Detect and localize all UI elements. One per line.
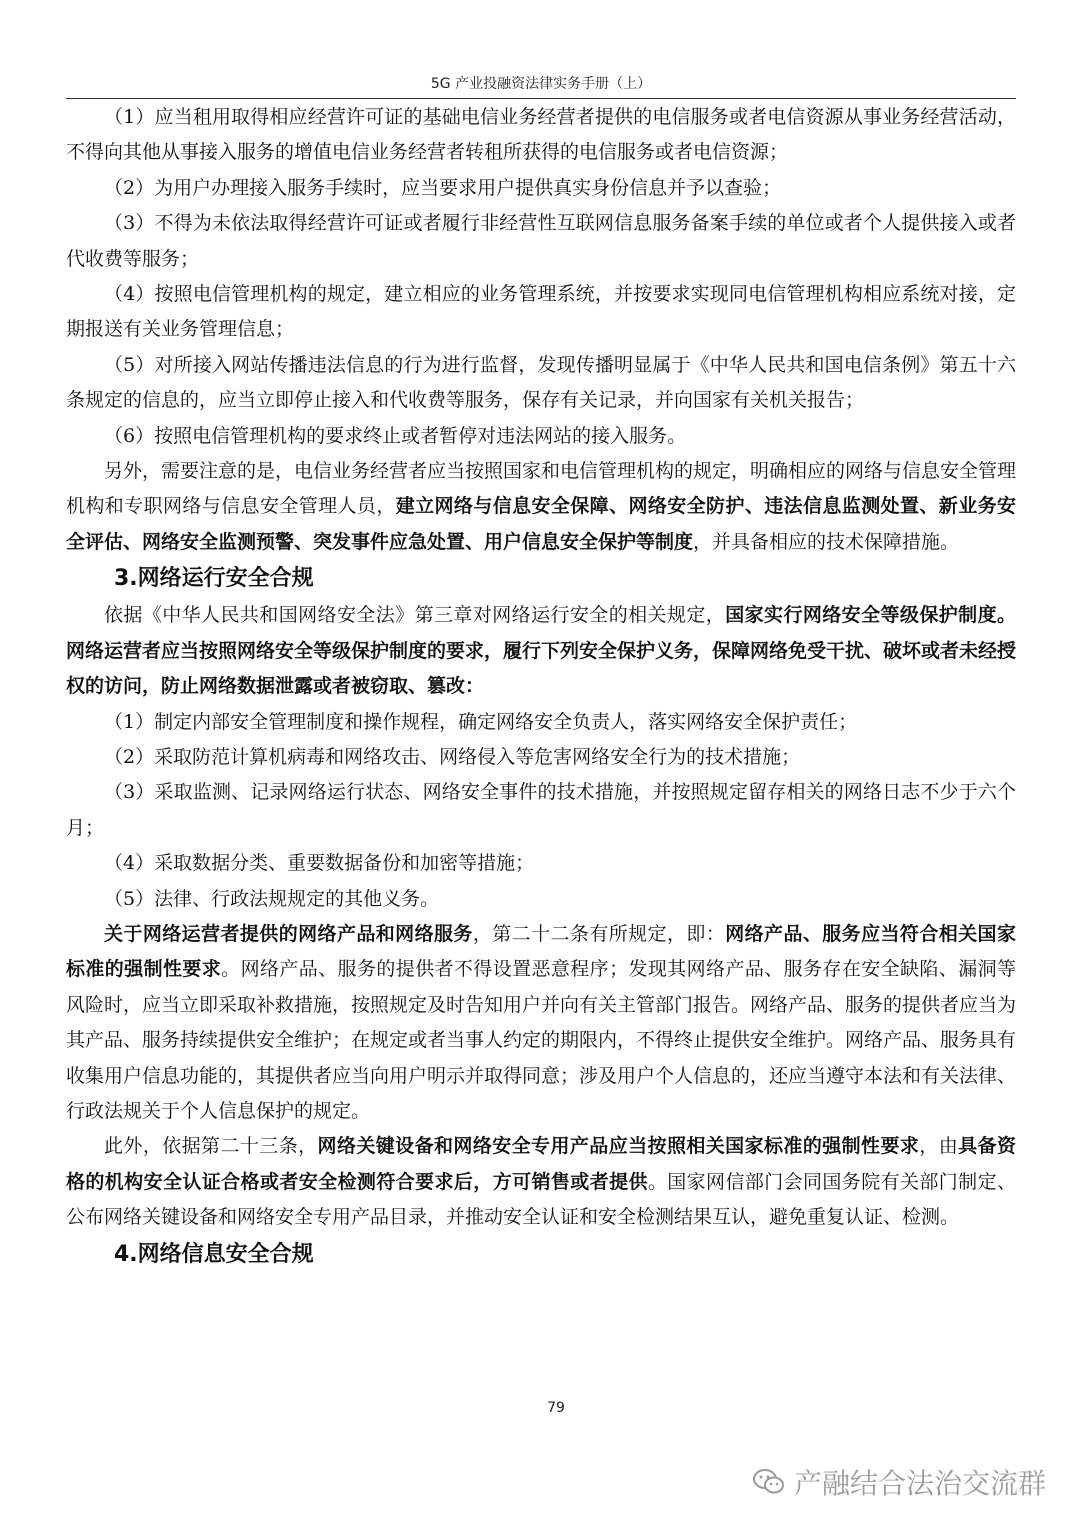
body-paragraph [66, 454, 1016, 560]
text-run: （1）应当租用取得相应经营许可证的基础电信业务经营者提供的电信服务或者电信资源从事业务经营活动，不得向其他从事接入服务的增值电信业务经营者转租所获得的电信服务或者电信资源； [66, 106, 1016, 164]
bold-text-run: 关于网络运营者提供的网络产品和网络服务 [104, 922, 473, 945]
text-run: （4）按照电信管理机构的规定，建立相应的业务管理系统，并按要求实现同电信管理机构相应系统对接，定期报送有关业务管理信息； [66, 283, 1016, 341]
bold-text-run: 国家实行网络安全等级保护制度。网络运营者应当按照网络安全等级保护制度的要求，履行下列安全保护义务，保障网络免受干扰、破坏或者未经授权的访问，防止网络数据泄露或者被窃取、篡改： [66, 604, 1017, 698]
body-paragraph [66, 1129, 1016, 1235]
text-run: （4）采取数据分类、重要数据备份和加密等措施； [104, 852, 535, 875]
body-paragraph [66, 171, 1016, 206]
body-paragraph [66, 598, 1016, 704]
text-run: （3）采取监测、记录网络运行状态、网络安全事件的技术措施，并按照规定留存相关的网络日志不少于六个月； [66, 781, 1016, 839]
body-paragraph [66, 705, 1016, 740]
bold-text-run: 具备资格的机构安全认证合格或者安全检测符合要求后，方可销售或者提供 [66, 1135, 1016, 1193]
text-run: （2）采取防范计算机病毒和网络攻击、网络侵入等危害网络安全行为的技术措施； [104, 745, 801, 768]
bold-text-run: 建立网络与信息安全保障、网络安全防护、违法信息监测处置、新业务安全评估、网络安全监测预警、突发事件应急处置、用户信息安全保护等制度 [66, 495, 1016, 553]
text-run: （2）为用户办理接入服务手续时，应当要求用户提供真实身份信息并予以查验； [104, 176, 782, 199]
body-paragraph [66, 917, 1016, 1129]
body-paragraph [66, 419, 1016, 454]
bold-text-run: 网络产品、服务应当符合相关国家标准的强制性要求 [66, 922, 1016, 981]
body-paragraph [66, 100, 1016, 171]
text-run: 依据《中华人民共和国网络安全法》第三章对网络运行安全的相关规定， [104, 604, 726, 627]
section-heading [66, 1236, 1016, 1274]
bold-text-run: 网络关键设备和网络安全专用产品应当按照相关国家标准的强制性要求 [317, 1135, 920, 1158]
body-paragraph [66, 277, 1016, 348]
text-run: ，由 [919, 1135, 959, 1158]
text-run: 此外，依据第二十三条， [104, 1135, 318, 1158]
watermark-text: 产融结合法治交流群 [793, 1467, 1046, 1500]
section-heading [66, 560, 1016, 598]
text-run: ，第二十二条有所规定，即： [472, 922, 726, 945]
text-run: ，并具备相应的技术保障措施。 [693, 530, 960, 553]
watermark [752, 1462, 1046, 1502]
wechat-icon [752, 1467, 786, 1497]
text-run: 。网络产品、服务的提供者不得设置恶意程序；发现其网络产品、服务存在安全缺陷、漏洞等风险时，应当立即采取补救措施，按照规定及时告知用户并向有关主管部门报告。网络产品、服务的提供者应当为其产品、服务持续提供安全维护；在规定或者当事人约定的期限内，不得终止提供安全维护。网络产品、服务具有收集用户信息功能的，其提供者应当向用户明示并取得同意；涉及用户个人信息的，还应当遵守本法和有关法律、行政法规关于个人信息保护的规定。 [66, 958, 1017, 1122]
page-number: 79 [547, 1400, 565, 1416]
text-run: （6）按照电信管理机构的要求终止或者暂停对违法网站的接入服务。 [104, 424, 687, 447]
header-rule [66, 98, 1016, 99]
body-paragraph [66, 882, 1016, 917]
body-paragraph [66, 775, 1016, 846]
text-run: 。国家网信部门会同国务院有关部门制定、公布网络关键设备和网络安全专用产品目录，并推动安全认证和安全检测结果互认，避免重复认证、检测。 [66, 1170, 1016, 1229]
text-run: （5）法律、行政法规规定的其他义务。 [104, 887, 440, 910]
body-paragraph [66, 206, 1016, 277]
text-run: （5）对所接入网站传播违法信息的行为进行监督，发现传播明显属于《中华人民共和国电信条例》第五十六条规定的信息的，应当立即停止接入和代收费等服务，保存有关记录，并向国家有关机关报告； [66, 353, 1016, 412]
text-run: （3）不得为未依法取得经营许可证或者履行非经营性互联网信息服务备案手续的单位或者个人提供接入或者代收费等服务； [66, 212, 1016, 270]
body-paragraph [66, 740, 1016, 775]
text-run: 另外，需要注意的是，电信业务经营者应当按照国家和电信管理机构的规定，明确相应的网络与信息安全管理机构和专职网络与信息安全管理人员， [66, 460, 1017, 518]
text-run: （1）制定内部安全管理制度和操作规程，确定网络安全负责人，落实网络安全保护责任； [104, 710, 858, 733]
body-paragraph [66, 348, 1016, 419]
document-body [66, 100, 1016, 1274]
text-run: 3.网络运行安全合规 [114, 566, 314, 592]
text-run: 4.网络信息安全合规 [114, 1241, 314, 1267]
running-header: 5G 产业投融资法律实务手册（上） [430, 76, 652, 92]
body-paragraph [66, 846, 1016, 881]
